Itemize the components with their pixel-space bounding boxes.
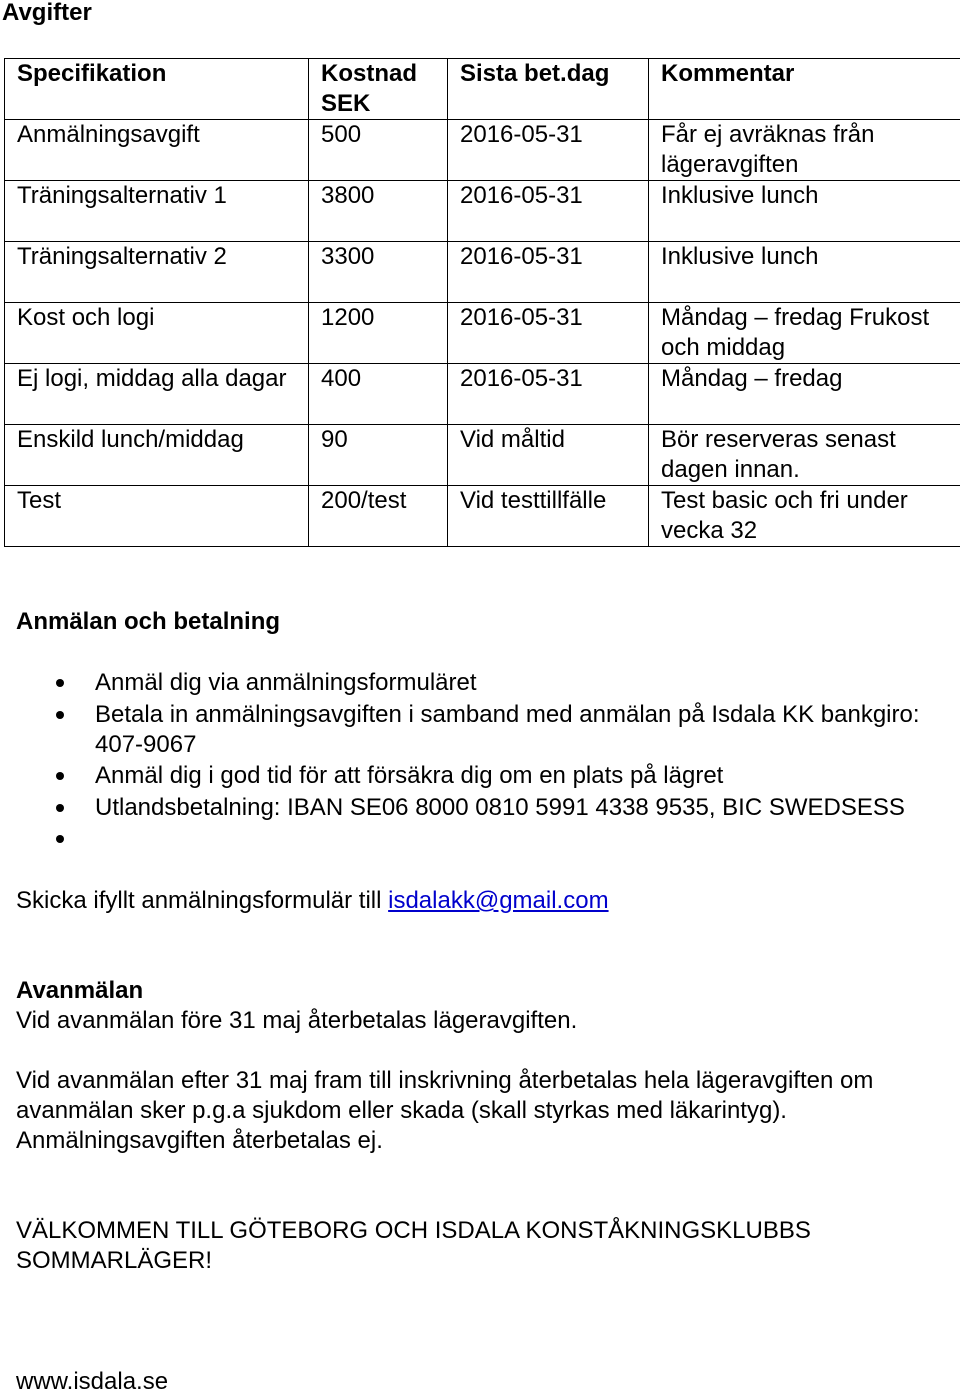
welcome-text: VÄLKOMMEN TILL GÖTEBORG OCH ISDALA KONSTÅKNINGSKLUBBS SOMMARLÄGER!: [16, 1216, 956, 1276]
table-row: [5, 303, 960, 364]
cell-due-date: 2016-05-31: [448, 364, 649, 425]
cell-specification: Träningsalternativ 1: [5, 181, 309, 242]
cell-due-date: 2016-05-31: [448, 181, 649, 242]
table-row: [5, 120, 960, 181]
registration-heading: Anmälan och betalning: [16, 607, 280, 637]
cell-due-date: 2016-05-31: [448, 120, 649, 181]
bullet-icon: [56, 711, 64, 719]
cell-comment: Måndag – fredag Frukost och middag: [649, 303, 960, 364]
cell-due-date: Vid testtillfälle: [448, 486, 649, 547]
cell-cost: 3300: [309, 242, 448, 303]
table-row: [5, 486, 960, 547]
page-title: Avgifter: [2, 0, 92, 28]
cell-due-date: 2016-05-31: [448, 242, 649, 303]
cell-due-date: Vid måltid: [448, 425, 649, 486]
list-item: [16, 824, 936, 854]
cell-specification: Enskild lunch/middag: [5, 425, 309, 486]
cell-comment: Inklusive lunch: [649, 242, 960, 303]
list-item-text: Utlandsbetalning: IBAN SE06 8000 0810 5991 4338 9535, BIC SWEDSESS: [95, 794, 905, 821]
cancellation-heading: Avanmälan: [16, 976, 143, 1006]
cell-cost: 90: [309, 425, 448, 486]
list-item: [16, 793, 936, 823]
list-item: [16, 761, 936, 791]
table-header-row: [5, 59, 960, 120]
cancellation-line: Vid avanmälan före 31 maj återbetalas lägeravgiften.: [16, 1006, 956, 1036]
header-cost: Kostnad SEK: [309, 59, 448, 120]
table-row: [5, 181, 960, 242]
table-row: [5, 242, 960, 303]
cancellation-paragraph: Vid avanmälan efter 31 maj fram till inskrivning återbetalas hela lägeravgiften om avanmälan sker p.g.a sjukdom eller skada (skall styrkas med läkarintyg). Anmälningsavgiften återbetalas ej.: [16, 1066, 956, 1156]
cell-specification: Anmälningsavgift: [5, 120, 309, 181]
cell-specification: Ej logi, middag alla dagar: [5, 364, 309, 425]
email-link[interactable]: isdalakk@gmail.com: [388, 887, 608, 914]
list-item-text: Anmäl dig i god tid för att försäkra dig om en plats på lägret: [95, 762, 723, 789]
cell-comment: Får ej avräknas från lägeravgiften: [649, 120, 960, 181]
cell-comment: Bör reserveras senast dagen innan.: [649, 425, 960, 486]
cell-due-date: 2016-05-31: [448, 303, 649, 364]
cell-cost: 200/test: [309, 486, 448, 547]
header-comment: Kommentar: [649, 59, 960, 120]
send-form-line: [16, 886, 956, 916]
cell-cost: 1200: [309, 303, 448, 364]
registration-list: [16, 668, 936, 856]
bullet-icon: [56, 679, 64, 687]
bullet-icon: [56, 804, 64, 812]
cell-cost: 400: [309, 364, 448, 425]
bullet-icon: [56, 772, 64, 780]
cell-comment: Test basic och fri under vecka 32: [649, 486, 960, 547]
table-row: [5, 425, 960, 486]
cell-specification: Träningsalternativ 2: [5, 242, 309, 303]
table-row: [5, 364, 960, 425]
cell-specification: Kost och logi: [5, 303, 309, 364]
cell-cost: 3800: [309, 181, 448, 242]
list-item: [16, 668, 936, 698]
cell-comment: Måndag – fredag: [649, 364, 960, 425]
website-text: www.isdala.se: [16, 1367, 956, 1397]
header-due-date: Sista bet.dag: [448, 59, 649, 120]
list-item-text: Betala in anmälningsavgiften i samband med anmälan på Isdala KK bankgiro: 407-9067: [95, 701, 920, 758]
fees-table: [4, 58, 960, 547]
header-specification: Specifikation: [5, 59, 309, 120]
bullet-icon: [56, 835, 64, 843]
cell-specification: Test: [5, 486, 309, 547]
list-item-text: Anmäl dig via anmälningsformuläret: [95, 669, 477, 696]
list-item: [16, 700, 936, 760]
cell-comment: Inklusive lunch: [649, 181, 960, 242]
cell-cost: 500: [309, 120, 448, 181]
send-form-text: Skicka ifyllt anmälningsformulär till: [16, 887, 388, 914]
